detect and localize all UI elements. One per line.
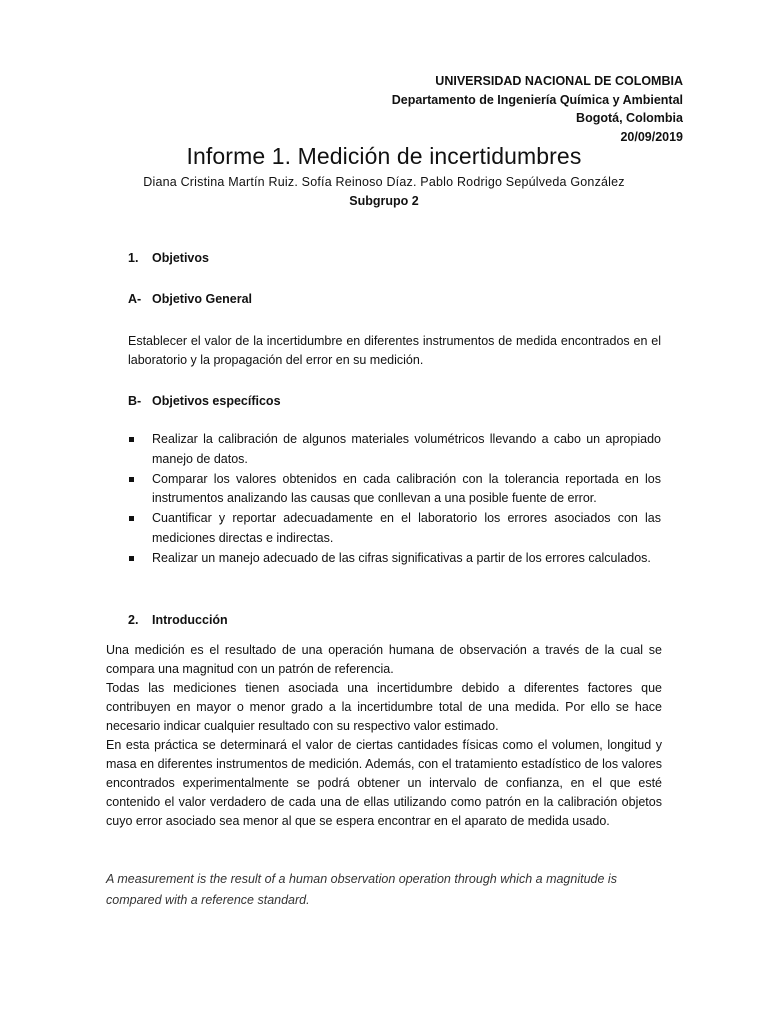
university-name: UNIVERSIDAD NACIONAL DE COLOMBIA — [435, 74, 683, 88]
objectives-heading-text: Objetivos — [152, 251, 209, 265]
list-item — [128, 549, 661, 569]
bullet-icon — [129, 516, 134, 521]
general-objective-heading — [128, 292, 252, 306]
general-objective-heading-text: Objetivo General — [152, 292, 253, 306]
document-title: Informe 1. Medición de incertidumbres — [186, 143, 582, 169]
list-item — [128, 430, 661, 469]
city: Bogotá, Colombia — [576, 111, 683, 125]
authors-line: Diana Cristina Martín Ruiz. Sofía Reinoso Díaz. Pablo Rodrigo Sepúlveda González — [143, 175, 625, 189]
introduction-heading-text: Introducción — [152, 613, 228, 627]
list-item-text: Realizar la calibración de algunos materiales volumétricos llevando a cabo un apropiado manejo de datos. — [152, 432, 661, 466]
specific-objectives-heading — [128, 394, 281, 408]
list-item-text: Realizar un manejo adecuado de las cifras significativas a partir de los errores calculados. — [152, 550, 651, 565]
bullet-icon — [129, 437, 134, 442]
specific-objectives-heading-text: Objetivos específicos — [152, 394, 281, 408]
introduction-heading — [128, 613, 228, 627]
introduction-body — [106, 641, 662, 831]
specific-objectives-list — [128, 430, 661, 569]
document-header — [392, 72, 683, 146]
list-item — [128, 509, 661, 548]
objectives-number: 1. — [128, 251, 139, 265]
general-objective-marker: A- — [128, 292, 142, 306]
bullet-icon — [129, 477, 134, 482]
list-item-text: Cuantificar y reportar adecuadamente en el laboratorio los errores asociados con las mediciones directas e indirectas. — [152, 511, 661, 545]
introduction-paragraph: Todas las mediciones tienen asociada una incertidumbre debido a diferentes factores que contribuyen en mayor o menor grado a la incertidumbre total de una medida. Por ello se hace necesario indicar cualquier resultado con su respectivo valor estimado. — [106, 681, 662, 733]
objectives-heading — [128, 251, 209, 265]
bullet-icon — [129, 556, 134, 561]
introduction-paragraph: En esta práctica se determinará el valor de ciertas cantidades físicas como el volumen, longitud y masa en diferentes instrumentos de medición. Además, con el tratamiento estadístico de los valores encontrados experimentalmente se podrá obtener un intervalo de confianza, en el que esté contenido el valor verdadero de cada una de ellas utilizando como patrón en la calibración objetos cuyo error asociado sea menor al que se espera encontrar en el aparato de medida usado. — [106, 738, 662, 828]
specific-objectives-marker: B- — [128, 394, 142, 408]
list-item-text: Comparar los valores obtenidos en cada calibración con la tolerancia reportada en los instrumentos analizando las causas que conllevan a una posible fuente de error. — [152, 471, 661, 505]
introduction-paragraph: Una medición es el resultado de una operación humana de observación a través de la cual se compara una magnitud con un patrón de referencia. — [106, 643, 662, 676]
translated-quote: A measurement is the result of a human observation operation through which a magnitude is compared with a reference standard. — [106, 872, 617, 907]
introduction-number: 2. — [128, 613, 139, 627]
department-name: Departamento de Ingeniería Química y Ambiental — [391, 92, 683, 107]
general-objective-text: Establecer el valor de la incertidumbre en diferentes instrumentos de medida encontrados en el laboratorio y la propagación del error en su medición. — [128, 334, 661, 367]
subgroup-label: Subgrupo 2 — [349, 194, 419, 208]
list-item — [128, 470, 661, 509]
report-date: 20/09/2019 — [620, 129, 683, 144]
